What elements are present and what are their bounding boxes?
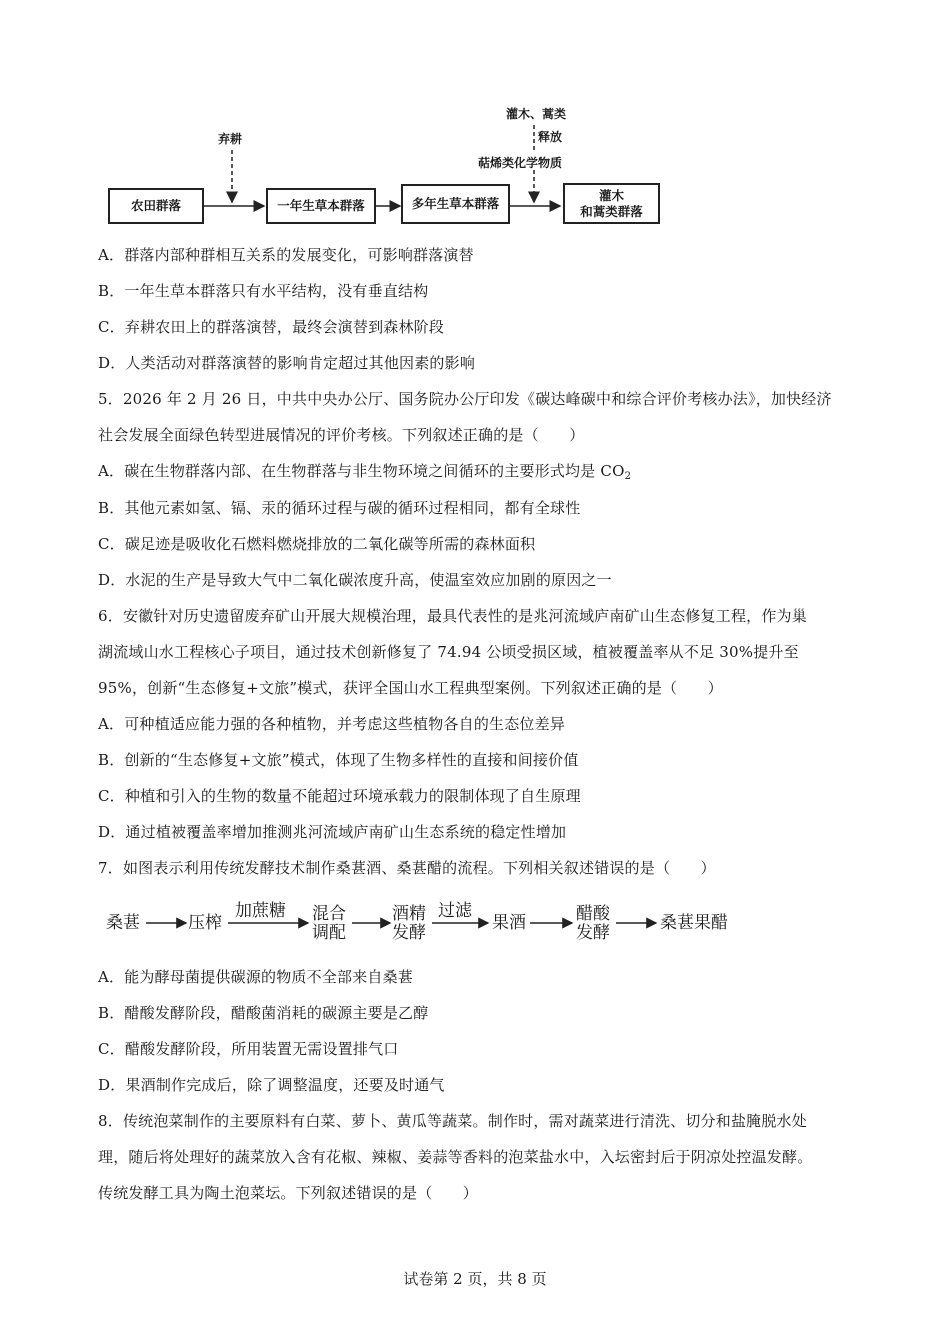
flow-add-sugar: 加蔗糖 bbox=[235, 901, 286, 921]
release-label: 释放 bbox=[538, 130, 563, 144]
flow-wine: 果酒 bbox=[492, 913, 526, 933]
q6-option-d: D．通过植被覆盖率增加推测兆河流域庐南矿山生态系统的稳定性增加 bbox=[98, 823, 567, 841]
q7-option-a: A．能为酵母菌提供碳源的物质不全部来自桑葚 bbox=[98, 968, 414, 986]
q7-option-c: C．醋酸发酵阶段，所用装置无需设置排气口 bbox=[98, 1040, 399, 1058]
q5-option-a bbox=[98, 461, 631, 487]
shrub-box-line2: 和蒿类群落 bbox=[580, 203, 643, 219]
perennial-herb-box bbox=[401, 184, 510, 224]
farmland-community-box bbox=[108, 188, 204, 224]
q7-option-d: D．果酒制作完成后，除了调整温度，还要及时通气 bbox=[98, 1076, 445, 1094]
fermentation-flow-arrows bbox=[0, 900, 950, 960]
q4-option-b: B．一年生草本群落只有水平结构，没有垂直结构 bbox=[98, 282, 429, 300]
q4-option-c: C．弃耕农田上的群落演替，最终会演替到森林阶段 bbox=[98, 318, 445, 336]
annual-herb-box bbox=[266, 188, 376, 224]
perennial-herb-label: 多年生草本群落 bbox=[411, 196, 500, 211]
q5-option-b: B．其他元素如氢、镉、汞的循环过程与碳的循环过程相同，都有全球性 bbox=[98, 499, 581, 517]
q4-option-d: D．人类活动对群落演替的影响肯定超过其他因素的影响 bbox=[98, 354, 476, 372]
q6-option-c: C．种植和引入的生物的数量不能超过环境承载力的限制体现了自生原理 bbox=[98, 787, 581, 805]
q7-option-b: B．醋酸发酵阶段，醋酸菌消耗的碳源主要是乙醇 bbox=[98, 1004, 429, 1022]
page-footer: 试卷第 2 页，共 8 页 bbox=[403, 1270, 547, 1288]
annual-herb-label: 一年生草本群落 bbox=[277, 198, 365, 213]
flow-mulberry-vinegar: 桑葚果醋 bbox=[660, 913, 728, 933]
q7-stem: 7．如图表示利用传统发酵技术制作桑葚酒、桑葚醋的流程。下列相关叙述错误的是（ ） bbox=[98, 859, 716, 877]
flow-mix-line2: 调配 bbox=[312, 923, 346, 943]
q8-stem-line3: 传统发酵工具为陶土泡菜坛。下列叙述错误的是（ ） bbox=[98, 1184, 479, 1202]
farmland-label: 农田群落 bbox=[130, 198, 181, 213]
q8-stem-line1: 8．传统泡菜制作的主要原料有白菜、萝卜、黄瓜等蔬菜。制作时，需对蔬菜进行清洗、切分和盐腌脱水处 bbox=[98, 1112, 807, 1130]
q6-stem-line3: 95%，创新“生态修复+文旅”模式，获评全国山水工程典型案例。下列叙述正确的是（ ） bbox=[98, 679, 723, 697]
q6-option-a: A．可种植适应能力强的各种植物，并考虑这些植物各自的生态位差异 bbox=[98, 715, 566, 733]
shrub-label: 灌木、蒿类 bbox=[506, 107, 567, 121]
shrub-community-box bbox=[563, 183, 660, 224]
q5-stem-line2: 社会发展全面绿色转型进展情况的评价考核。下列叙述正确的是（ ） bbox=[98, 426, 585, 444]
q5-option-a-text: A．碳在生物群落内部、在生物群落与非生物环境之间循环的主要形式均是 CO bbox=[98, 462, 625, 480]
flow-press: 压榨 bbox=[188, 913, 222, 933]
flow-filter: 过滤 bbox=[438, 901, 472, 921]
flow-alcohol-line1: 酒精 bbox=[392, 904, 426, 924]
flow-alcohol-line2: 发酵 bbox=[392, 923, 426, 943]
q6-stem-line1: 6．安徽针对历史遗留废弃矿山开展大规模治理，最具代表性的是兆河流域庐南矿山生态修复工程，作为巢 bbox=[98, 607, 807, 625]
q5-option-d: D．水泥的生产是导致大气中二氧化碳浓度升高，使温室效应加剧的原因之一 bbox=[98, 571, 612, 589]
flow-mix-line1: 混合 bbox=[312, 904, 346, 924]
flow-mix bbox=[312, 905, 346, 943]
q8-stem-line2: 理，随后将处理好的蔬菜放入含有花椒、辣椒、姜蒜等香料的泡菜盐水中，入坛密封后于阴凉处控温发酵。 bbox=[98, 1148, 813, 1166]
q4-option-a: A．群落内部种群相互关系的发展变化，可影响群落演替 bbox=[98, 246, 474, 264]
abandon-label: 弃耕 bbox=[218, 132, 243, 146]
terpene-label: 萜烯类化学物质 bbox=[478, 156, 563, 170]
co2-subscript: 2 bbox=[624, 471, 632, 482]
flow-vinegar-fermentation bbox=[576, 905, 610, 943]
flow-alcohol-fermentation bbox=[392, 905, 426, 943]
q6-option-b: B．创新的“生态修复+文旅”模式，体现了生物多样性的直接和间接价值 bbox=[98, 751, 579, 769]
flow-vinegar-line1: 醋酸 bbox=[576, 904, 610, 924]
q5-option-c: C．碳足迹是吸收化石燃料燃烧排放的二氧化碳等所需的森林面积 bbox=[98, 535, 536, 553]
flow-mulberry: 桑葚 bbox=[106, 913, 140, 933]
q5-stem-line1: 5．2026 年 2 月 26 日，中共中央办公厅、国务院办公厅印发《碳达峰碳中和综合评价考核办法》，加快经济 bbox=[98, 390, 832, 408]
q6-stem-line2: 湖流域山水工程核心子项目，通过技术创新修复了 74.94 公顷受损区域，植被覆盖率从不足 30%提升至 bbox=[98, 643, 799, 661]
shrub-box-line1: 灌木 bbox=[598, 187, 624, 203]
flow-vinegar-line2: 发酵 bbox=[576, 923, 610, 943]
